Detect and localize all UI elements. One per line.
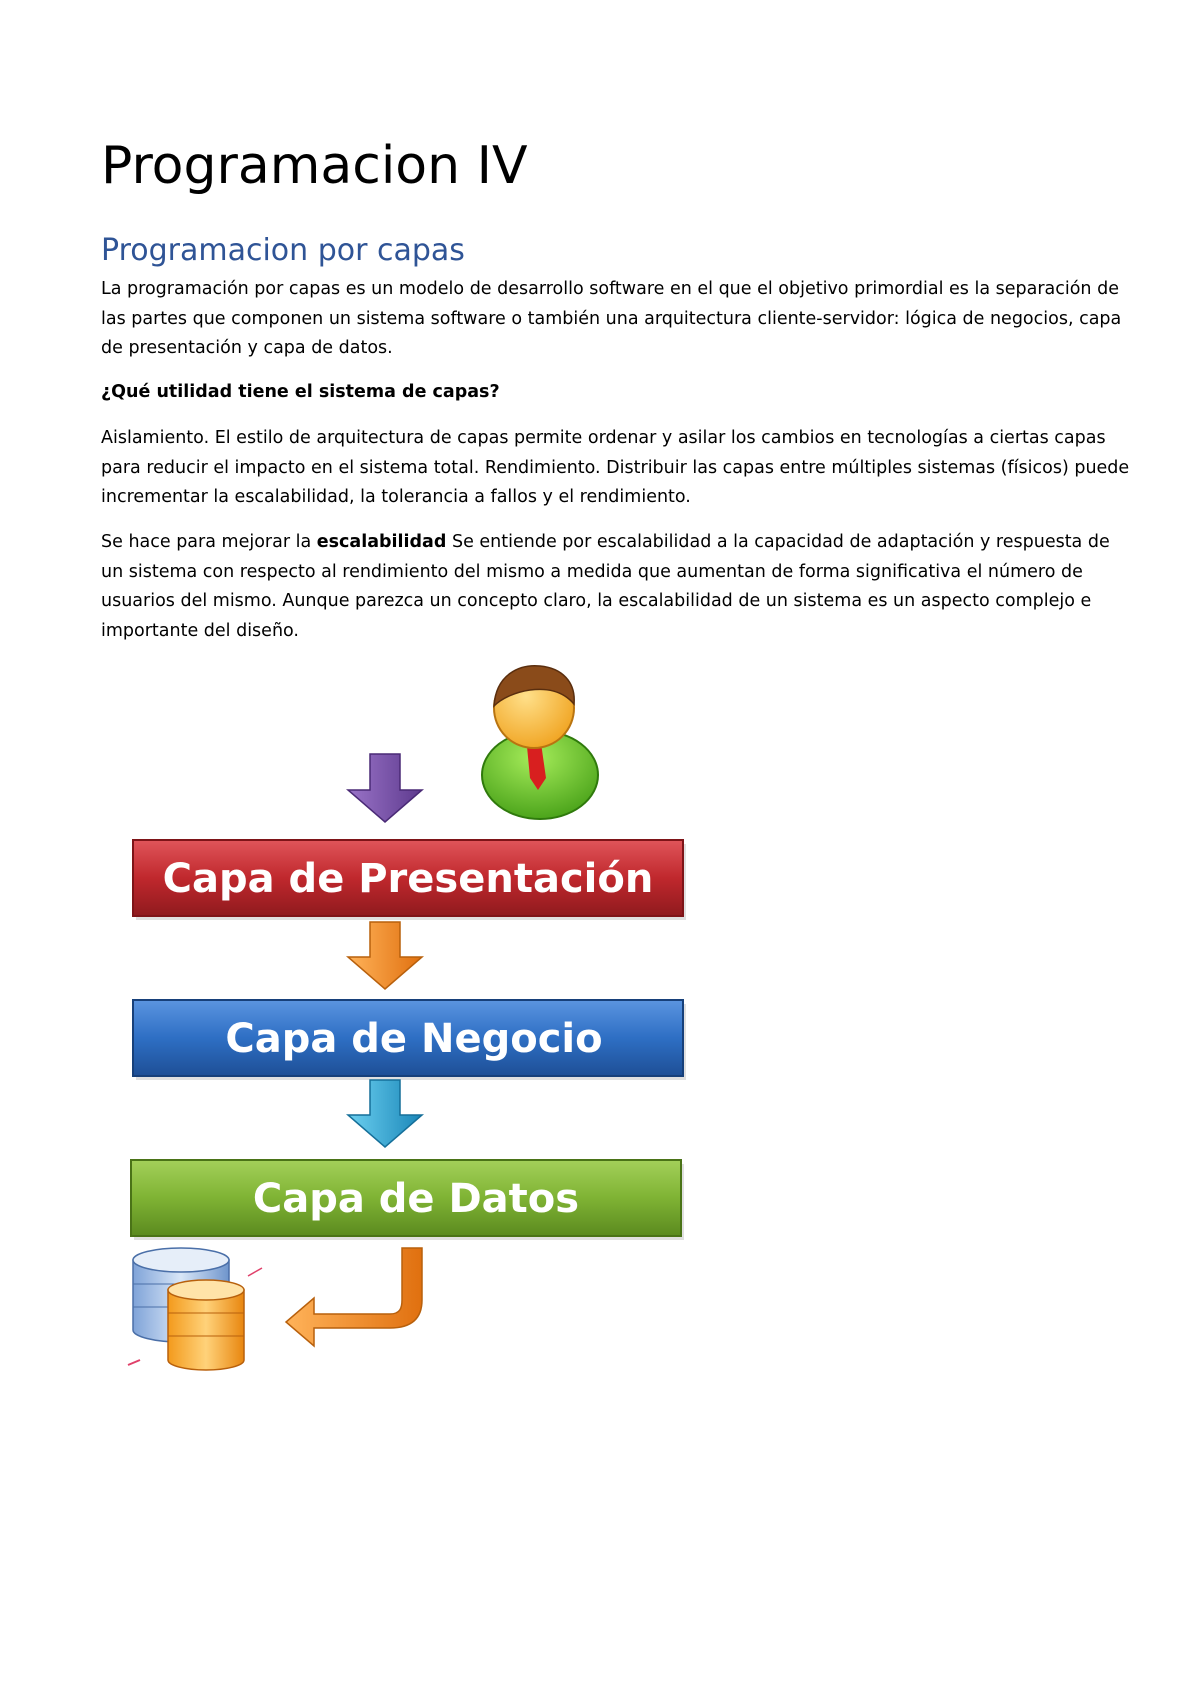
scalability-term: escalabilidad <box>316 532 447 552</box>
intro-paragraph: La programación por capas es un modelo de desarrollo software en el que el objetivo primordial es la separación de las partes que componen un sistema software o también una arquitectura cliente-servidor: lógica de negocios, capa de presentación y capa de datos. <box>101 279 1122 358</box>
user-icon <box>482 666 598 819</box>
isolation-paragraph: Aislamiento. El estilo de arquitectura de capas permite ordenar y asilar los cambios en tecnologías a ciertas capas para reducir el impacto en el sistema total. Rendimiento. Distribuir las capas entre múltiples sistemas (físicos) puede incrementar la escalabilidad, la tolerancia a fallos y el rendimiento. <box>101 428 1130 507</box>
section-heading: Programacion por capas <box>101 233 465 268</box>
question-heading: ¿Qué utilidad tiene el sistema de capas? <box>101 382 500 402</box>
layer-data-label: Capa de Datos <box>252 1176 580 1222</box>
arrow-down-icon <box>348 922 422 989</box>
layer-business-label: Capa de Negocio <box>225 1016 603 1062</box>
arrow-down-icon <box>348 754 422 822</box>
layer-business <box>133 1000 686 1080</box>
database-icon <box>128 1248 262 1370</box>
layer-data <box>131 1160 684 1240</box>
layer-presentation <box>133 840 686 920</box>
scalability-paragraph <box>101 528 1131 646</box>
layers-diagram <box>100 660 720 1400</box>
layer-presentation-label: Capa de Presentación <box>162 856 654 902</box>
scalability-rest: Se entiende por escalabilidad a la capacidad de adaptación y respuesta de un sistema con respecto al rendimiento del mismo a medida que aumentan de forma significativa el número de usuarios del mismo. Aunque parezca un concepto claro, la escalabilidad de un sistema es un aspecto complejo e importante del diseño. <box>101 532 1110 641</box>
arrow-down-icon <box>348 1080 422 1147</box>
return-arrow-icon <box>286 1248 422 1346</box>
scalability-lead: Se hace para mejorar la <box>101 532 317 552</box>
document-title: Programacion IV <box>101 136 528 196</box>
